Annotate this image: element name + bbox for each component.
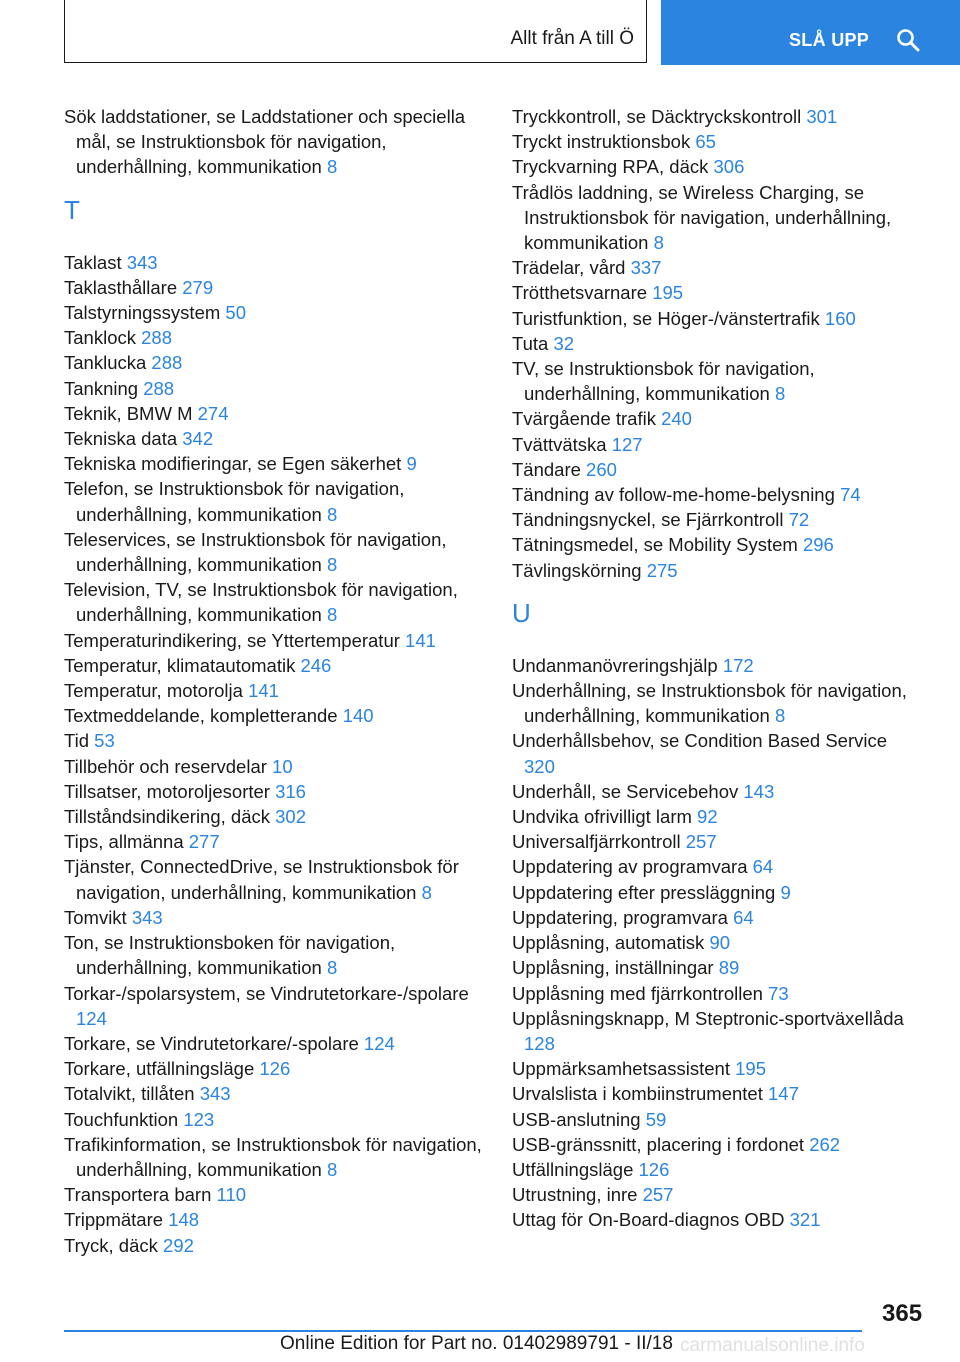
index-entry bbox=[64, 829, 494, 854]
page-reference-link[interactable]: 141 bbox=[248, 680, 279, 702]
index-entry bbox=[64, 653, 494, 678]
index-entry bbox=[512, 728, 922, 778]
index-entry bbox=[512, 457, 922, 482]
page-reference-link[interactable]: 316 bbox=[275, 780, 306, 802]
index-entry bbox=[512, 280, 922, 305]
index-entry-text: Upplåsning med fjärrkontrollen bbox=[512, 982, 763, 1004]
page-reference-link[interactable]: 110 bbox=[216, 1184, 247, 1206]
page-reference-link[interactable]: 8 bbox=[421, 881, 432, 903]
page-reference-link[interactable]: 321 bbox=[789, 1209, 821, 1231]
page-reference-link[interactable]: 343 bbox=[131, 906, 163, 928]
index-entry bbox=[512, 880, 922, 905]
index-entry-text: Trädelar, vård bbox=[512, 257, 626, 279]
index-entry-text: Tvättvätska bbox=[512, 433, 607, 455]
index-entry bbox=[512, 1056, 922, 1081]
index-entry-text: Tomvikt bbox=[64, 906, 127, 928]
index-entry-text: Tekniska modifieringar, se Egen säkerhet bbox=[64, 453, 402, 475]
page-reference-link[interactable]: 337 bbox=[630, 257, 662, 279]
page-reference-link[interactable]: 240 bbox=[661, 408, 692, 430]
page-reference-link[interactable]: 195 bbox=[652, 282, 684, 304]
index-letter-heading: T bbox=[64, 194, 80, 225]
index-entry bbox=[512, 104, 922, 129]
page-reference-link[interactable]: 73 bbox=[768, 982, 789, 1004]
page-reference-link[interactable]: 53 bbox=[94, 730, 115, 752]
page-reference-link[interactable]: 274 bbox=[197, 402, 229, 424]
lookup-button-label: SLÅ UPP bbox=[789, 30, 870, 50]
page-reference-link[interactable]: 279 bbox=[182, 276, 214, 298]
index-entry bbox=[512, 1157, 922, 1182]
page-reference-link[interactable]: 126 bbox=[638, 1158, 670, 1180]
index-entry bbox=[512, 1081, 922, 1106]
page-reference-link[interactable]: 143 bbox=[743, 780, 775, 802]
page-reference-link[interactable]: 8 bbox=[326, 1158, 338, 1180]
index-entry bbox=[64, 451, 494, 476]
index-entry-text: Tuta bbox=[512, 332, 549, 354]
index-entry bbox=[512, 1132, 922, 1157]
page-reference-link[interactable]: 9 bbox=[406, 453, 417, 475]
page-reference-link[interactable]: 140 bbox=[342, 705, 374, 727]
index-entry bbox=[64, 930, 494, 980]
index-entry bbox=[64, 104, 494, 180]
lookup-button[interactable] bbox=[661, 0, 960, 65]
index-entry bbox=[64, 905, 494, 930]
index-entry-text: Tvärgående trafik bbox=[512, 408, 656, 430]
index-entry-text: Telefon, se Instruktionsbok för navigation, underhållning, kommunikation bbox=[64, 478, 405, 525]
page-reference-link[interactable]: 288 bbox=[141, 327, 172, 349]
index-entry-text: Television, TV, se Instruktionsbok för navigation, underhållning, kommunikation bbox=[64, 579, 458, 626]
index-entry bbox=[64, 250, 494, 275]
page-reference-link[interactable]: 296 bbox=[802, 534, 834, 556]
index-entry bbox=[64, 981, 494, 1031]
page-reference-link[interactable]: 277 bbox=[188, 831, 220, 853]
page-reference-link[interactable]: 148 bbox=[168, 1209, 200, 1231]
page-reference-link[interactable]: 260 bbox=[586, 458, 617, 480]
index-entry bbox=[64, 476, 494, 526]
index-entry bbox=[512, 532, 922, 557]
page-reference-link[interactable]: 92 bbox=[697, 806, 718, 828]
index-entry-text: Uppdatering, programvara bbox=[512, 906, 728, 928]
index-entry bbox=[64, 854, 494, 904]
page-reference-link[interactable]: 59 bbox=[645, 1108, 667, 1130]
page-reference-link[interactable]: 8 bbox=[326, 503, 338, 525]
page-reference-link[interactable]: 257 bbox=[642, 1184, 674, 1206]
index-entry-text: Tips, allmänna bbox=[64, 831, 184, 853]
index-entry-text: Tryckt instruktionsbok bbox=[512, 131, 691, 153]
index-entry bbox=[512, 406, 922, 431]
page-reference-link[interactable]: 301 bbox=[806, 106, 838, 127]
page-reference-link[interactable]: 8 bbox=[326, 156, 338, 178]
index-entry-text: Tid bbox=[64, 730, 90, 752]
index-entry bbox=[512, 356, 922, 406]
index-entry-text: Torkare, utfällningsläge bbox=[64, 1058, 255, 1080]
page-reference-link[interactable]: 8 bbox=[653, 232, 664, 254]
index-entry bbox=[64, 703, 494, 728]
index-entry bbox=[512, 930, 922, 955]
index-entry bbox=[64, 1107, 494, 1132]
index-entry-text: Torkare, se Vindrutetorkare/-spolare bbox=[64, 1032, 359, 1054]
index-entry-text: Tillsatser, motoroljesorter bbox=[64, 780, 270, 802]
index-entry bbox=[64, 1081, 494, 1106]
index-entry-text: Tekniska data bbox=[64, 428, 178, 450]
index-entry-text: Uppdatering av programvara bbox=[512, 856, 748, 878]
index-entry-text: Urvalslista i kombiinstrumentet bbox=[512, 1083, 763, 1105]
index-entry bbox=[512, 1182, 922, 1207]
index-entry-text: USB-gränssnitt, placering i fordonet bbox=[512, 1133, 805, 1155]
index-entry-text: Tjänster, ConnectedDrive, se Instruktionsbok för navigation, underhållning, kommunikation bbox=[64, 856, 459, 903]
index-entry-text: Tändning av follow-me-home-belysning bbox=[512, 484, 835, 506]
page-reference-link[interactable]: 257 bbox=[685, 831, 717, 853]
page-reference-link[interactable]: 343 bbox=[126, 251, 158, 273]
watermark: carmanualsonline.info bbox=[680, 1335, 865, 1356]
index-entry-text: Upplåsningsknapp, M Steptronic-sportväxellåda bbox=[512, 1007, 904, 1029]
index-entry bbox=[512, 154, 922, 179]
page-reference-link[interactable]: 127 bbox=[611, 433, 643, 455]
index-entry-text: Tryck, däck bbox=[64, 1234, 158, 1256]
index-entry-text: Temperaturindikering, se Yttertemperatur bbox=[64, 629, 400, 651]
page-reference-link[interactable]: 246 bbox=[300, 654, 332, 676]
index-entry-text: Uttag för On-Board-diagnos OBD bbox=[512, 1209, 785, 1231]
index-entry-text: Transportera barn bbox=[64, 1184, 212, 1206]
index-entry bbox=[512, 653, 922, 678]
page-reference-link[interactable]: 126 bbox=[259, 1058, 291, 1080]
page-reference-link[interactable]: 8 bbox=[326, 604, 338, 626]
index-entry bbox=[64, 1056, 494, 1081]
index-entry-text: Touchfunktion bbox=[64, 1108, 179, 1130]
page-reference-link[interactable]: 288 bbox=[143, 377, 175, 399]
index-entry-text: Upplåsning, inställningar bbox=[512, 957, 714, 979]
page-reference-link[interactable]: 342 bbox=[182, 428, 214, 450]
index-section-tab[interactable] bbox=[64, 0, 647, 63]
index-entry-text: Tillbehör och reservdelar bbox=[64, 755, 267, 777]
index-entry-text: Trådlös laddning, se Wireless Charging, se Instruktionsbok för navigation, underhållning, kommunikation bbox=[512, 181, 892, 254]
index-entry-text: Tändningsnyckel, se Fjärrkontroll bbox=[512, 509, 784, 531]
index-entry bbox=[64, 804, 494, 829]
page-reference-link[interactable]: 343 bbox=[199, 1083, 231, 1105]
page-number: 365 bbox=[882, 1300, 923, 1327]
index-entry-text: Tryckvarning RPA, däck bbox=[512, 156, 709, 178]
page-reference-link[interactable]: 172 bbox=[722, 654, 754, 676]
index-entry-text: Upplåsning, automatisk bbox=[512, 932, 705, 954]
index-entry bbox=[512, 482, 922, 507]
index-entry-text: Tanklucka bbox=[64, 352, 147, 374]
index-section-title: Allt från A till Ö bbox=[510, 28, 634, 49]
index-entry bbox=[64, 325, 494, 350]
index-entry bbox=[64, 1207, 494, 1232]
index-entry-text: Ton, se Instruktionsboken för navigation, underhållning, kommunikation bbox=[64, 932, 396, 979]
index-entry-text: Undanmanövreringshjälp bbox=[512, 654, 718, 676]
index-entry-text: Turistfunktion, se Höger-/vänstertrafik bbox=[512, 307, 820, 329]
index-entry-text: Trafikinformation, se Instruktionsbok för navigation, underhållning, kommunikation bbox=[64, 1133, 482, 1180]
page-reference-link[interactable]: 8 bbox=[774, 383, 786, 405]
index-entry bbox=[512, 678, 922, 728]
index-entry bbox=[512, 558, 922, 583]
index-entry-text: Uppmärksamhetsassistent bbox=[512, 1058, 730, 1080]
page-reference-link[interactable]: 141 bbox=[405, 629, 436, 651]
index-entry bbox=[512, 1006, 922, 1056]
index-entry bbox=[64, 275, 494, 300]
index-entry-text: Underhåll, se Servicebehov bbox=[512, 780, 739, 802]
index-entry bbox=[64, 754, 494, 779]
index-column-left bbox=[64, 104, 494, 1258]
page-reference-link[interactable]: 50 bbox=[225, 302, 246, 324]
index-entry-text: Sök laddstationer, se Laddstationer och speciella mål, se Instruktionsbok för navigation, underhållning, kommunikation bbox=[64, 106, 466, 178]
index-entry-text: Textmeddelande, kompletterande bbox=[64, 705, 338, 727]
index-entry bbox=[64, 376, 494, 401]
index-entry bbox=[64, 350, 494, 375]
index-entry-text: Tätningsmedel, se Mobility System bbox=[512, 534, 798, 556]
index-entry-text: Underhållning, se Instruktionsbok för navigation, underhållning, kommunikation bbox=[512, 680, 907, 727]
index-entry-text: Tryckkontroll, se Däcktryckskontroll bbox=[512, 106, 802, 127]
page-reference-link[interactable]: 302 bbox=[275, 806, 307, 828]
footer-divider bbox=[64, 1330, 862, 1332]
index-entry-text: Talstyrningssystem bbox=[64, 302, 221, 324]
index-entry bbox=[512, 804, 922, 829]
index-entry-text: Undvika ofrivilligt larm bbox=[512, 806, 692, 828]
index-entry-text: Trippmätare bbox=[64, 1209, 164, 1231]
index-entry bbox=[512, 180, 922, 256]
index-entry bbox=[512, 255, 922, 280]
page-reference-link[interactable]: 8 bbox=[326, 957, 338, 979]
index-entry bbox=[512, 306, 922, 331]
page-reference-link[interactable]: 74 bbox=[840, 484, 861, 506]
page-reference-link[interactable]: 9 bbox=[780, 881, 791, 903]
index-entry-text: Temperatur, klimatautomatik bbox=[64, 654, 296, 676]
page-reference-link[interactable]: 10 bbox=[272, 755, 293, 777]
index-column-right bbox=[512, 104, 922, 1233]
edition-text: Online Edition for Part no. 01402989791 - II/18 bbox=[280, 1333, 673, 1354]
index-entry bbox=[64, 728, 494, 753]
index-entry bbox=[512, 432, 922, 457]
index-entry bbox=[512, 779, 922, 804]
index-entry-text: Tävlingskörning bbox=[512, 559, 642, 581]
page-reference-link[interactable]: 72 bbox=[788, 509, 810, 531]
index-entry-text: Uppdatering efter pressläggning bbox=[512, 881, 776, 903]
index-entry-text: Utfällningsläge bbox=[512, 1158, 634, 1180]
index-entry bbox=[512, 905, 922, 930]
index-entry bbox=[512, 955, 922, 980]
page-reference-link[interactable]: 124 bbox=[76, 1007, 107, 1029]
index-entry bbox=[64, 300, 494, 325]
index-entry bbox=[64, 628, 494, 653]
index-entry-text: Temperatur, motorolja bbox=[64, 680, 243, 702]
index-entry bbox=[512, 129, 922, 154]
page-header bbox=[0, 0, 960, 66]
index-entry-text: Utrustning, inre bbox=[512, 1184, 638, 1206]
page-reference-link[interactable]: 65 bbox=[695, 131, 716, 153]
index-entry bbox=[512, 829, 922, 854]
index-entry-text: TV, se Instruktionsbok för navigation, underhållning, kommunikation bbox=[512, 358, 815, 405]
index-entry-text: Trötthetsvarnare bbox=[512, 282, 648, 304]
page-reference-link[interactable]: 64 bbox=[752, 856, 774, 878]
page-reference-link[interactable]: 275 bbox=[646, 559, 678, 581]
page-reference-link[interactable]: 89 bbox=[718, 957, 740, 979]
index-entry bbox=[64, 426, 494, 451]
index-entry bbox=[64, 1132, 494, 1182]
index-entry-text: Tankning bbox=[64, 377, 139, 399]
page-reference-link[interactable]: 123 bbox=[183, 1108, 215, 1130]
page-reference-link[interactable]: 8 bbox=[774, 705, 786, 727]
page-reference-link[interactable]: 90 bbox=[709, 932, 731, 954]
page-reference-link[interactable]: 195 bbox=[735, 1058, 766, 1080]
index-entry-text: Teknik, BMW M bbox=[64, 402, 193, 424]
page-reference-link[interactable]: 306 bbox=[713, 156, 745, 178]
index-entry-text: Taklast bbox=[64, 251, 122, 273]
index-entry bbox=[64, 527, 494, 577]
page-reference-link[interactable]: 64 bbox=[733, 906, 754, 928]
page-reference-link[interactable]: 288 bbox=[151, 352, 183, 374]
index-letter-heading: U bbox=[512, 597, 531, 628]
page-reference-link[interactable]: 124 bbox=[363, 1032, 395, 1054]
page-reference-link[interactable]: 128 bbox=[524, 1032, 555, 1054]
index-entry bbox=[64, 1031, 494, 1056]
index-entry bbox=[512, 854, 922, 879]
index-entry-text: Tanklock bbox=[64, 327, 136, 349]
index-entry bbox=[64, 1182, 494, 1207]
index-entry-text: Torkar-/spolarsystem, se Vindrutetorkare-/spolare bbox=[64, 982, 469, 1004]
page-reference-link[interactable]: 292 bbox=[163, 1234, 194, 1256]
page-reference-link[interactable]: 320 bbox=[524, 755, 555, 777]
index-entry bbox=[64, 1233, 494, 1258]
page-reference-link[interactable]: 8 bbox=[326, 554, 338, 576]
index-entry-text: Totalvikt, tillåten bbox=[64, 1083, 195, 1105]
index-entry-text: Tillståndsindikering, däck bbox=[64, 806, 270, 828]
index-entry bbox=[512, 1107, 922, 1132]
index-entry bbox=[512, 507, 922, 532]
index-entry-text: Tändare bbox=[512, 458, 581, 480]
index-entry bbox=[64, 779, 494, 804]
index-entry bbox=[64, 401, 494, 426]
index-entry bbox=[64, 577, 494, 627]
index-entry-text: Taklasthållare bbox=[64, 276, 178, 298]
index-entry bbox=[64, 678, 494, 703]
index-entry-text: Universalfjärrkontroll bbox=[512, 831, 681, 853]
index-entry-text: USB-anslutning bbox=[512, 1108, 641, 1130]
page-reference-link[interactable]: 147 bbox=[768, 1083, 799, 1105]
page-reference-link[interactable]: 160 bbox=[824, 307, 856, 329]
index-entry-text: Underhållsbehov, se Condition Based Service bbox=[512, 730, 888, 752]
page-reference-link[interactable]: 262 bbox=[809, 1133, 841, 1155]
page-reference-link[interactable]: 32 bbox=[553, 332, 575, 354]
index-entry bbox=[512, 1207, 922, 1232]
index-entry bbox=[512, 981, 922, 1006]
search-icon bbox=[896, 28, 920, 52]
index-entry bbox=[512, 331, 922, 356]
index-entry-text: Teleservices, se Instruktionsbok för navigation, underhållning, kommunikation bbox=[64, 528, 447, 576]
